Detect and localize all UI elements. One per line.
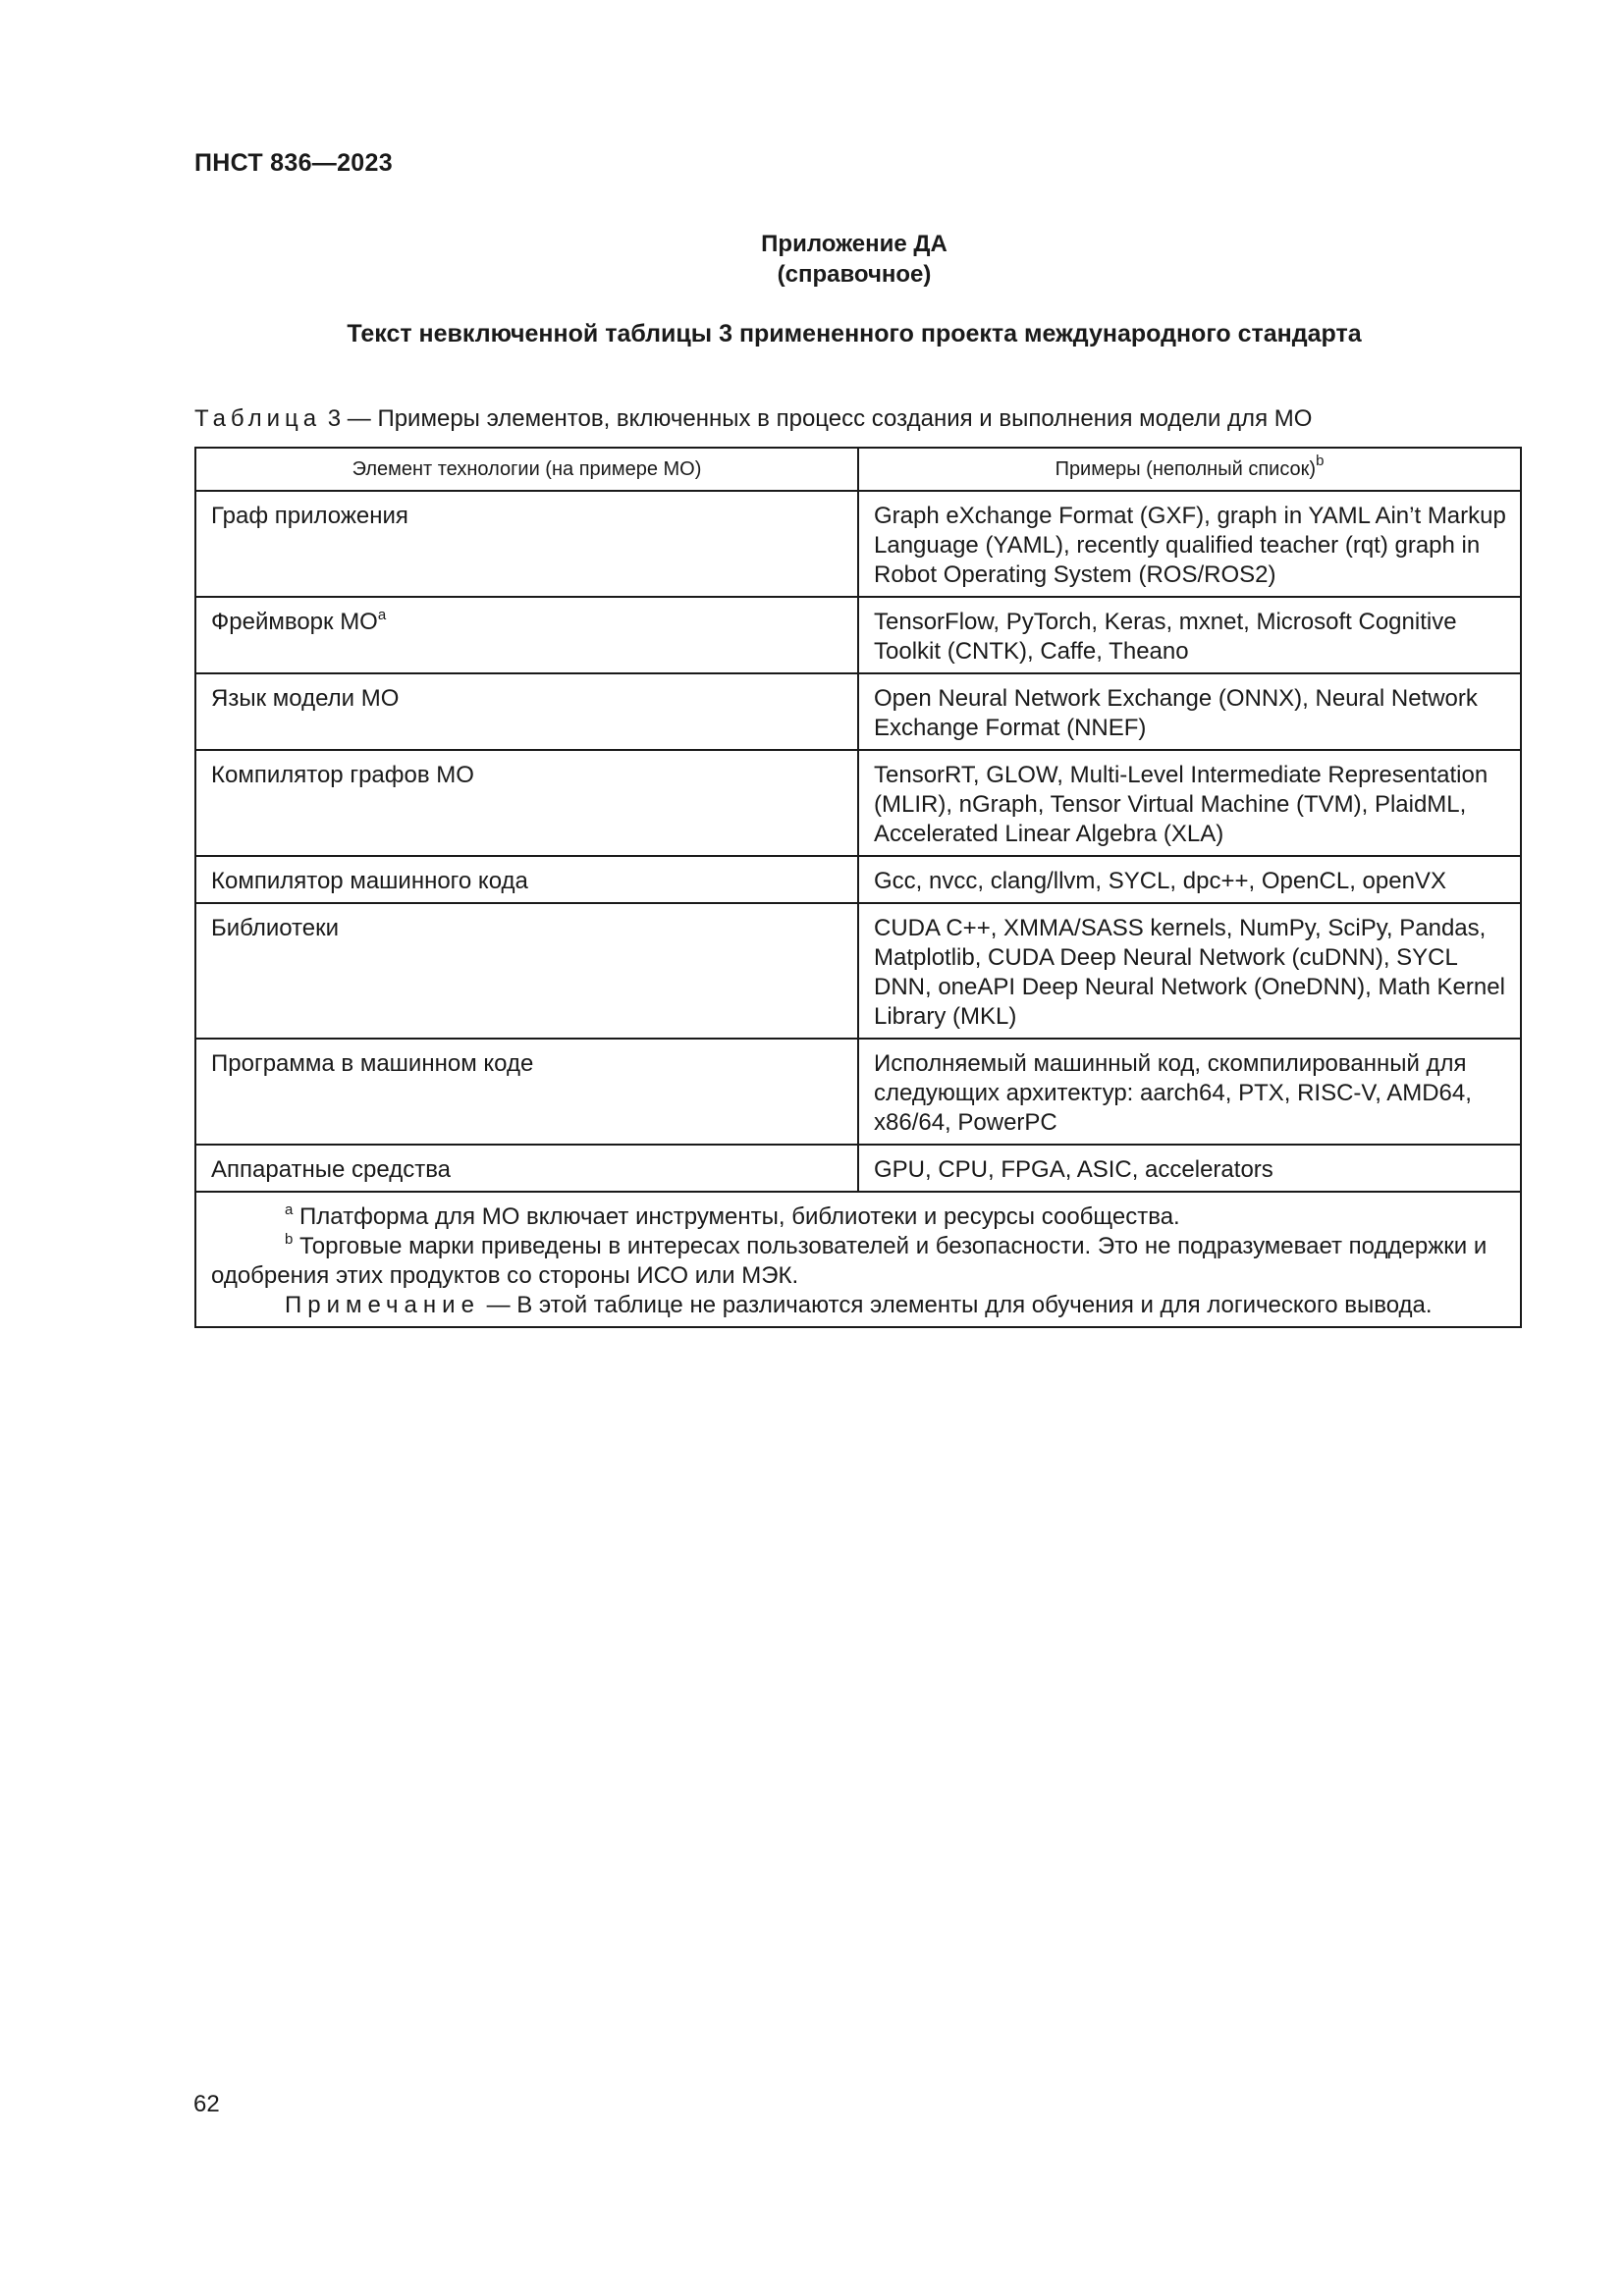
table-row: [195, 673, 1521, 750]
table-cell-examples: CUDA C++, XMMA/SASS kernels, NumPy, SciPy, Pandas, Matplotlib, CUDA Deep Neural Network (cuDNN), SYCL DNN, oneAPI Deep Neural Network (OneDNN), Math Kernel Library (MKL): [858, 903, 1521, 1039]
table-footnotes-row: [195, 1192, 1521, 1327]
table-cell-element: Аппаратные средства: [195, 1145, 858, 1192]
table-row: [195, 1145, 1521, 1192]
table-cell-examples: Graph eXchange Format (GXF), graph in YAML Ain’t Markup Language (YAML), recently qualified teacher (rqt) graph in Robot Operating System (ROS/ROS2): [858, 491, 1521, 597]
table-cell-examples: Open Neural Network Exchange (ONNX), Neural Network Exchange Format (NNEF): [858, 673, 1521, 750]
table-footnotes: [195, 1192, 1521, 1327]
footnote-a: $^a$ Платформа для МО включает инструменты, библиотеки и ресурсы сообщества.: [285, 1201, 1180, 1230]
table-row: [195, 597, 1521, 673]
table-cell-element: Фреймворк $МО^a$: [195, 597, 858, 673]
table-caption-label: Таблица: [194, 405, 322, 432]
footnote-ref: a: [377, 607, 387, 623]
table-note: Примечание — В этой таблице не различаются элементы для обучения и для логического вывода.: [285, 1292, 1433, 1318]
table-row: [195, 1039, 1521, 1145]
table-cell-element: Язык модели МО: [195, 673, 858, 750]
table-cell-element: Граф приложения: [195, 491, 858, 597]
table-row: [195, 750, 1521, 856]
page-title: Текст невключенной таблицы 3 примененного проекта международного стандарта: [347, 320, 1362, 347]
table-cell-examples: TensorFlow, PyTorch, Keras, mxnet, Microsoft Cognitive Toolkit (CNTK), Caffe, Theano: [858, 597, 1521, 673]
table-cell-element: Компилятор графов МО: [195, 750, 858, 856]
table-cell-examples: Gcc, nvcc, clang/llvm, SYCL, dpc++, OpenCL, openVX: [858, 856, 1521, 903]
table-cell-element: Программа в машинном коде: [195, 1039, 858, 1145]
table-cell-examples: Исполняемый машинный код, скомпилированный для следующих архитектур: aarch64, PTX, RISC-V, AMD64, x86/64, PowerPC: [858, 1039, 1521, 1145]
appendix-title: Приложение ДА: [761, 231, 947, 257]
table-header-row: [195, 448, 1521, 491]
table-cell-examples: TensorRT, GLOW, Multi-Level Intermediate Representation (MLIR), nGraph, Tensor Virtual Machine (TVM), PlaidML, Accelerated Linear Algebra (XLA): [858, 750, 1521, 856]
table-cell-element: Компилятор машинного кода: [195, 856, 858, 903]
table-row: [195, 491, 1521, 597]
elements-table: [194, 447, 1522, 1328]
column-header-element: Элемент технологии (на примере МО): [195, 448, 858, 491]
appendix-heading: [0, 229, 1624, 290]
page-number: 62: [193, 2091, 220, 2117]
footnote-b: $^b$ Торговые марки приведены в интересах пользователей и безопасности. Это не подразумевает поддержки и одобрения этих продуктов со стороны ИСО или МЭК.: [211, 1231, 1488, 1289]
table-caption: [194, 405, 1312, 433]
footnote-ref: b: [1316, 452, 1325, 469]
document-id: ПНСТ 836—2023: [194, 149, 393, 177]
column-header-examples: Примеры (неполный список)$^b$: [858, 448, 1521, 491]
table-cell-examples: GPU, CPU, FPGA, ASIC, accelerators: [858, 1145, 1521, 1192]
table-row: [195, 903, 1521, 1039]
table-cell-element: Библиотеки: [195, 903, 858, 1039]
appendix-subtitle: (справочное): [777, 261, 932, 288]
table-caption-text: 3 — Примеры элементов, включенных в процесс создания и выполнения модели для МО: [321, 405, 1313, 432]
table-row: [195, 856, 1521, 903]
